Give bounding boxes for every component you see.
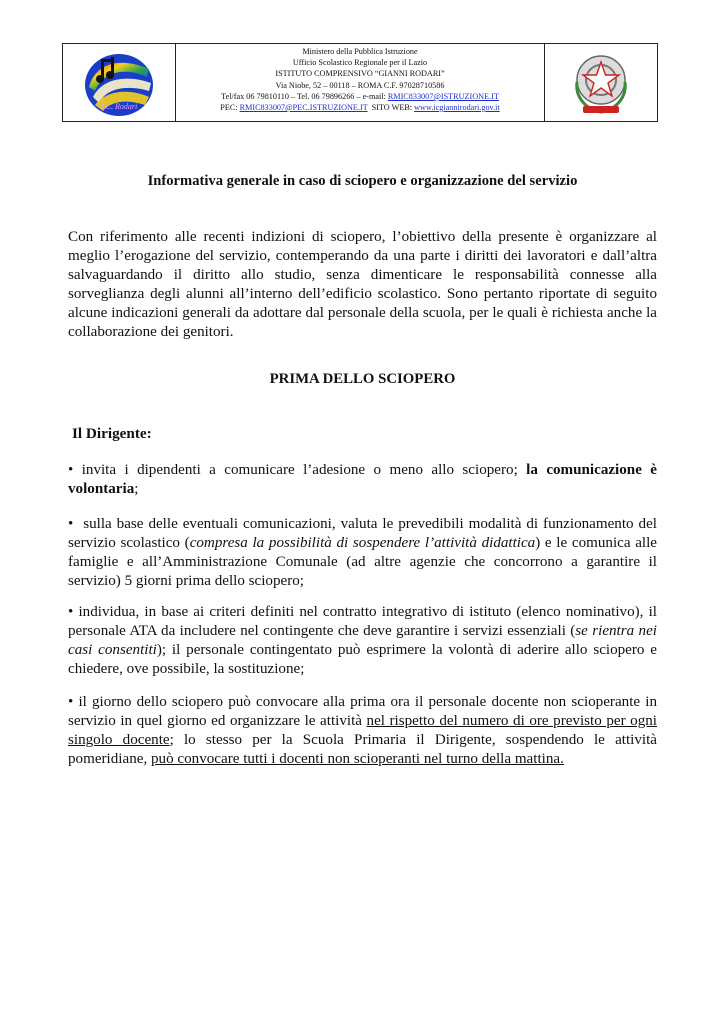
bullet-icon: • xyxy=(68,462,74,478)
pec-link[interactable]: RMIC833007@PEC.ISTRUZIONE.IT xyxy=(239,103,368,113)
bullet-item: • individua, in base ai criteri definiti nel contratto integrativo di istituto (elenco nominativo), il personale ATA da includere nel contingente che deve garantire i servizi essenziali (se rientra nei casi consentiti); il personale contingentato può esprimere la volontà di aderire allo sciopero e chiedere, ove possibile, la sostituzione; xyxy=(68,604,657,678)
republic-emblem-icon xyxy=(569,48,633,118)
intro-paragraph xyxy=(68,228,657,343)
bold-emphasis: la comunicazione è volontaria xyxy=(68,462,657,498)
underlined-text: può convocare tutti i docenti non scioperanti nel turno della mattina. xyxy=(151,751,564,768)
ministry-line: Ministero della Pubblica Istruzione xyxy=(302,47,418,56)
bullet-icon: • xyxy=(68,694,74,710)
institute-name: ISTITUTO COMPRENSIVO “GIANNI RODARI” xyxy=(275,69,445,79)
office-line: Ufficio Scolastico Regionale per il Lazio xyxy=(292,58,428,68)
italic-emphasis: compresa la possibilità di sospendere l’attività didattica xyxy=(189,535,536,552)
italic-emphasis: se rientra nei casi consentiti xyxy=(68,623,657,659)
pec-line xyxy=(176,102,544,113)
bullet-icon: • xyxy=(68,604,74,620)
role-heading: Il Dirigente: xyxy=(72,425,152,442)
website-link[interactable]: www.icgiannirodari.gov.it xyxy=(414,103,500,113)
contact-line xyxy=(176,91,544,102)
letterhead-text xyxy=(176,44,544,121)
intro-text: Con riferimento alle recenti indizioni di sciopero, l’obiettivo della presente è organizzare al meglio l’erogazione del servizio, contemperando da una parte i diritti dei lavoratori e dall’altra salvaguardando il diritto allo studio, senza dimenticare le responsabilità connesse alla sorveglianza degli alunni all’interno dell’edificio scolastico. Sono pertanto riportate di seguito alcune indicazioni generali da adottare dal personale della scuola, per le quali è richiesta anche la collaborazione dei genitori. xyxy=(68,229,657,341)
svg-text:I.C. Rodari: I.C. Rodari xyxy=(101,101,138,111)
bullet-icon: • xyxy=(68,516,74,532)
underlined-text: nel rispetto del numero di ore previsto per ogni singolo docente xyxy=(68,713,657,749)
bullet-item: • sulla base delle eventuali comunicazioni, valuta le prevedibili modalità di funzionamento del servizio scolastico (compresa la possibilità di sospendere l’attività didattica) e le comunica alle famiglie e all’Amministrazione Comunale (ad altre agenzie che concorrono a garantire il servizio) 5 giorni prima dello sciopero; xyxy=(68,516,661,590)
address-line: Via Niobe, 52 – 00118 – ROMA C.F. 97028710586 xyxy=(275,80,445,90)
school-logo-icon xyxy=(81,47,157,119)
document-title: Informativa generale in caso di sciopero e organizzazione del servizio xyxy=(147,173,578,189)
site-label: SITO WEB: xyxy=(367,103,415,113)
pec-label: PEC: xyxy=(220,103,240,113)
republic-emblem xyxy=(544,44,657,121)
bullet-item: • invita i dipendenti a comunicare l’adesione o meno allo sciopero; la comunicazione è volontaria; xyxy=(68,462,657,498)
phone-text: Tel/fax 06 79810110 – Tel. 06 79896266 – e-mail: xyxy=(221,91,388,101)
school-logo xyxy=(63,44,176,121)
bullet-item: • il giorno dello sciopero può convocare alla prima ora il personale docente non scioperante in servizio in quel giorno ed organizzare le attività nel rispetto del numero di ore previsto per ogni singolo docente; lo stesso per la Scuola Primaria il Dirigente, sospendendo le attività pomeridiane, può convocare tutti i docenti non scioperanti nel turno della mattina. xyxy=(68,694,657,768)
email-link[interactable]: RMIC833007@ISTRUZIONE.IT xyxy=(387,91,499,101)
section-title: PRIMA DELLO SCIOPERO xyxy=(269,371,456,387)
letterhead xyxy=(62,43,658,122)
